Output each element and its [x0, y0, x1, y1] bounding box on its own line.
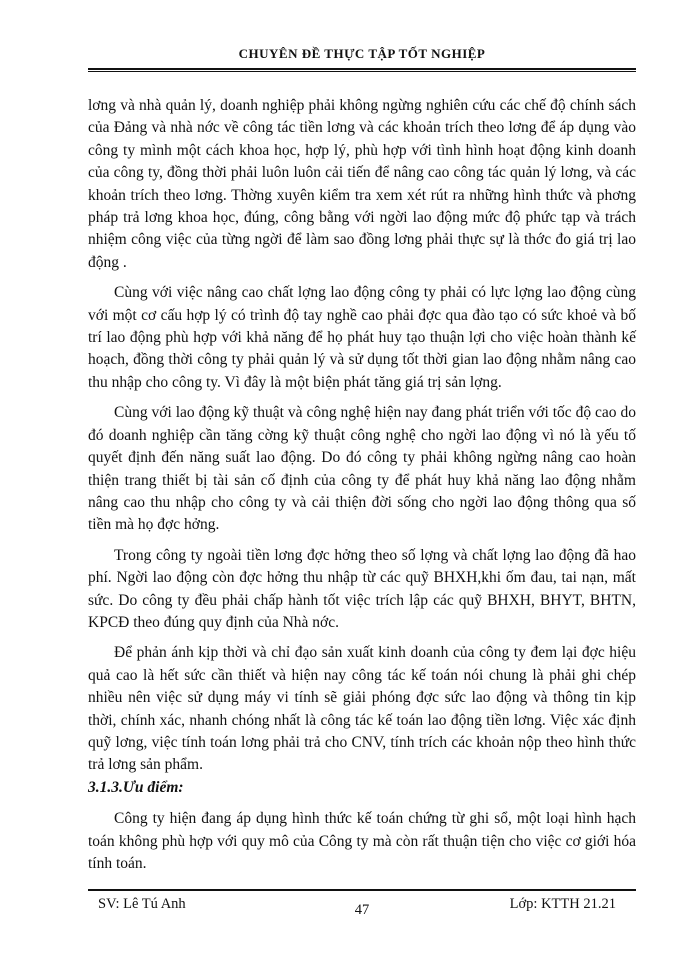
footer-rule	[88, 889, 636, 891]
page-number: 47	[354, 902, 370, 918]
section-paragraph: Công ty hiện đang áp dụng hình thức kế toán chứng từ ghi sổ, một loại hình hạch toán không phù hợp với quy mô của Công ty mà còn rất thuận tiện cho việc cơ giới hóa tính toán.	[88, 810, 636, 872]
paragraph-1: lơng và nhà quản lý, doanh nghiệp phải không ngừng nghiên cứu các chế độ chính sách của Đảng và nhà nớc về công tác tiền lơng và các khoản trích theo lơng để áp dụng vào công ty mình một cách khoa học, hợp lý, phù hợp với tình hình hoạt động kinh doanh của công ty, đồng thời phải luôn luôn cải tiến để nâng cao công tác quản lý lơng, và các khoản trích theo lơng. Thờng xuyên kiểm tra xem xét rút ra những hình thức và phơng pháp trả lơng khoa học, đúng, công bằng với ngời lao động mức độ phức tạp và trách nhiệm công việc của từng ngời để làm sao đồng lơng phải thực sự là thớc đo giá trị lao động .	[88, 97, 636, 271]
page-header-title: CHUYÊN ĐỀ THỰC TẬP TỐT NGHIỆP	[238, 46, 486, 61]
paragraph-3: Cùng với lao động kỹ thuật và công nghệ hiện nay đang phát triển với tốc độ cao do đó doanh nghiệp cần tăng cờng kỹ thuật công nghệ cho ngời lao động vì nó là yếu tố quyết định đến năng suất lao động. Do đó công ty phải không ngừng nâng cao hoàn thiện trang thiết bị tài sản cố định của công ty để phát huy khả năng lao động nhằm nâng cao thu nhập cho công ty và cải thiện đời sống cho ngời lao động thông qua số tiền mà họ đợc hởng.	[88, 404, 636, 534]
paragraph-4: Trong công ty ngoài tiền lơng đợc hởng theo số lợng và chất lợng lao động đã hao phí. Ngời lao động còn đợc hởng thu nhập từ các quỹ BHXH,khi ốm đau, tai nạn, mất sức. Do công ty đều phải chấp hành tốt việc trích lập các quỹ BHXH, BHYT, BHTN, KPCĐ theo đúng quy định của Nhà nớc.	[88, 546, 636, 631]
header-rule	[88, 68, 636, 70]
footer-student-name: SV: Lê Tú Anh	[98, 896, 186, 912]
document-body	[88, 95, 636, 883]
paragraph-5: Để phản ánh kịp thời và chỉ đạo sản xuất kinh doanh của công ty đem lại đợc hiệu quả cao là hết sức cần thiết và hiện nay công tác kế toán nói chung là phải ghi chép nhiều nên việc sử dụng máy vi tính sẽ giải phóng đợc sức lao động và thông tin kịp thời, chính xác, nhanh chóng nhất là công tác kế toán lao động tiền lơng. Việc xác định quỹ lơng, việc tính toán lơng phải trả cho CNV, tính trích các khoản nộp theo hình thức trả lơng sản phẩm.	[88, 644, 636, 774]
paragraph-2: Cùng với việc nâng cao chất lợng lao động công ty phải có lực lợng lao động cùng với một cơ cấu hợp lý có trình độ tay nghề cao phải đợc qua đào tạo có sức khoẻ và bố trí lao động phù hợp với khả năng để họ phát huy tạo thuận lợi cho việc hoàn thành kế hoạch, đồng thời công ty phải quản lý và sử dụng tốt thời gian lao động nhằm nâng cao thu nhập cho công ty. Vì đây là một biện phát tăng giá trị sản lợng.	[88, 284, 636, 391]
footer-class: Lớp: KTTH 21.21	[509, 896, 616, 912]
section-heading: 3.1.3.Ưu điểm:	[88, 778, 184, 796]
header-rule-thin	[88, 71, 636, 72]
